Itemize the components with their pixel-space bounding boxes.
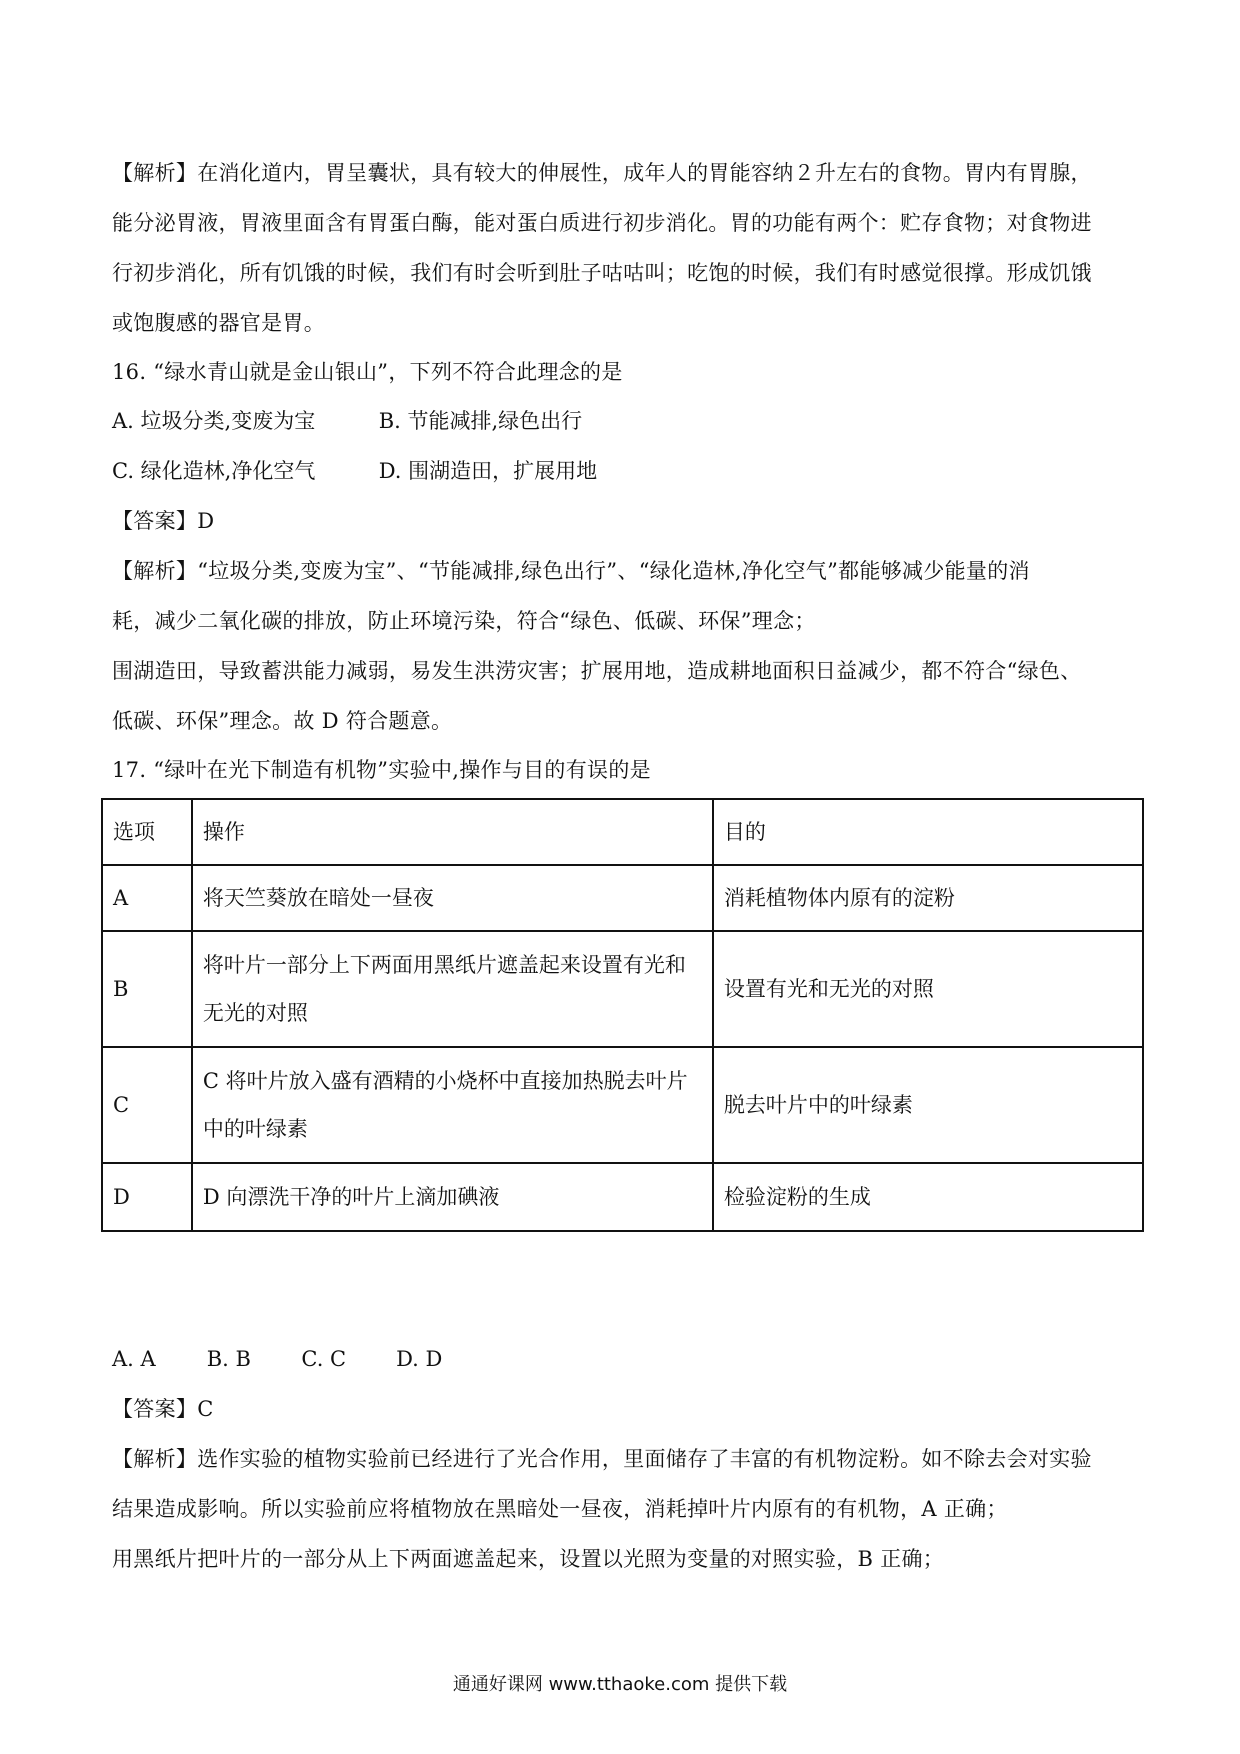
table-cell: D xyxy=(102,1163,192,1231)
answer-17: 【答案】C xyxy=(112,1397,214,1421)
table-header-cell: 操作 xyxy=(192,799,713,865)
analysis-17-line: 【解析】选作实验的植物实验前已经进行了光合作用，里面储存了丰富的有机物淀粉。如不除去会对实验 xyxy=(112,1447,1092,1471)
table-cell: 脱去叶片中的叶绿素 xyxy=(713,1047,1143,1163)
question-17: 17. “绿叶在光下制造有机物”实验中,操作与目的有误的是 xyxy=(112,758,651,782)
question-16-options-row1 xyxy=(112,406,582,436)
analysis-line: 行初步消化，所有饥饿的时候，我们有时会听到肚子咕咕叫；吃饱的时候，我们有时感觉很撑。形成饥饿 xyxy=(112,261,1092,285)
table-cell: C 将叶片放入盛有酒精的小烧杯中直接加热脱去叶片中的叶绿素 xyxy=(192,1047,713,1163)
table-cell: 设置有光和无光的对照 xyxy=(713,931,1143,1047)
table-cell: D 向漂洗干净的叶片上滴加碘液 xyxy=(192,1163,713,1231)
page-footer: 通通好课网 www.tthaoke.com 提供下载 xyxy=(452,1674,788,1695)
table-cell: A xyxy=(102,865,192,931)
experiment-table xyxy=(101,798,1144,1232)
analysis-16-line: 【解析】“垃圾分类,变废为宝”、“节能减排,绿色出行”、“绿化造林,净化空气”都能够减少能量的消 xyxy=(112,559,1030,583)
option-c: C. 绿化造林,净化空气 xyxy=(112,459,316,483)
table-cell: B xyxy=(102,931,192,1047)
table-cell: 消耗植物体内原有的淀粉 xyxy=(713,865,1143,931)
table-row xyxy=(102,931,1143,1047)
table-cell: C xyxy=(102,1047,192,1163)
question-16: 16. “绿水青山就是金山银山”，下列不符合此理念的是 xyxy=(112,360,623,384)
analysis-17-line: 用黑纸片把叶片的一部分从上下两面遮盖起来，设置以光照为变量的对照实验，B 正确； xyxy=(112,1547,945,1571)
option-a: A. A xyxy=(112,1347,156,1371)
analysis-line: 【解析】在消化道内，胃呈囊状，具有较大的伸展性，成年人的胃能容纳２升左右的食物。胃内有胃腺， xyxy=(112,161,1092,185)
table-row xyxy=(102,1163,1143,1231)
table-cell: 将叶片一部分上下两面用黑纸片遮盖起来设置有光和无光的对照 xyxy=(192,931,713,1047)
table-row xyxy=(102,1047,1143,1163)
option-b: B. 节能减排,绿色出行 xyxy=(378,409,583,433)
option-d: D. D xyxy=(396,1347,443,1371)
option-a: A. 垃圾分类,变废为宝 xyxy=(112,409,316,433)
table-row xyxy=(102,865,1143,931)
option-c: C. C xyxy=(301,1347,347,1371)
option-b: B. B xyxy=(206,1347,251,1371)
question-17-options xyxy=(112,1344,442,1374)
analysis-16-line: 低碳、环保”理念。故 D 符合题意。 xyxy=(112,709,453,733)
analysis-17-line: 结果造成影响。所以实验前应将植物放在黑暗处一昼夜，消耗掉叶片内原有的有机物，A 正确； xyxy=(112,1497,1008,1521)
table-cell: 将天竺葵放在暗处一昼夜 xyxy=(192,865,713,931)
analysis-16-line: 耗，减少二氧化碳的排放，防止环境污染，符合“绿色、低碳、环保”理念； xyxy=(112,609,816,633)
answer-16: 【答案】D xyxy=(112,509,215,533)
analysis-16-line: 围湖造田，导致蓄洪能力减弱，易发生洪涝灾害；扩展用地，造成耕地面积日益减少，都不符合“绿色、 xyxy=(112,659,1082,683)
table-header-cell: 选项 xyxy=(102,799,192,865)
table-header-row xyxy=(102,799,1143,865)
analysis-line: 或饱腹感的器官是胃。 xyxy=(112,311,325,335)
option-d: D. 围湖造田，扩展用地 xyxy=(378,459,598,483)
analysis-line: 能分泌胃液，胃液里面含有胃蛋白酶，能对蛋白质进行初步消化。胃的功能有两个：贮存食物；对食物进 xyxy=(112,211,1092,235)
table-header-cell: 目的 xyxy=(713,799,1143,865)
table-cell: 检验淀粉的生成 xyxy=(713,1163,1143,1231)
question-16-options-row2 xyxy=(112,456,597,486)
